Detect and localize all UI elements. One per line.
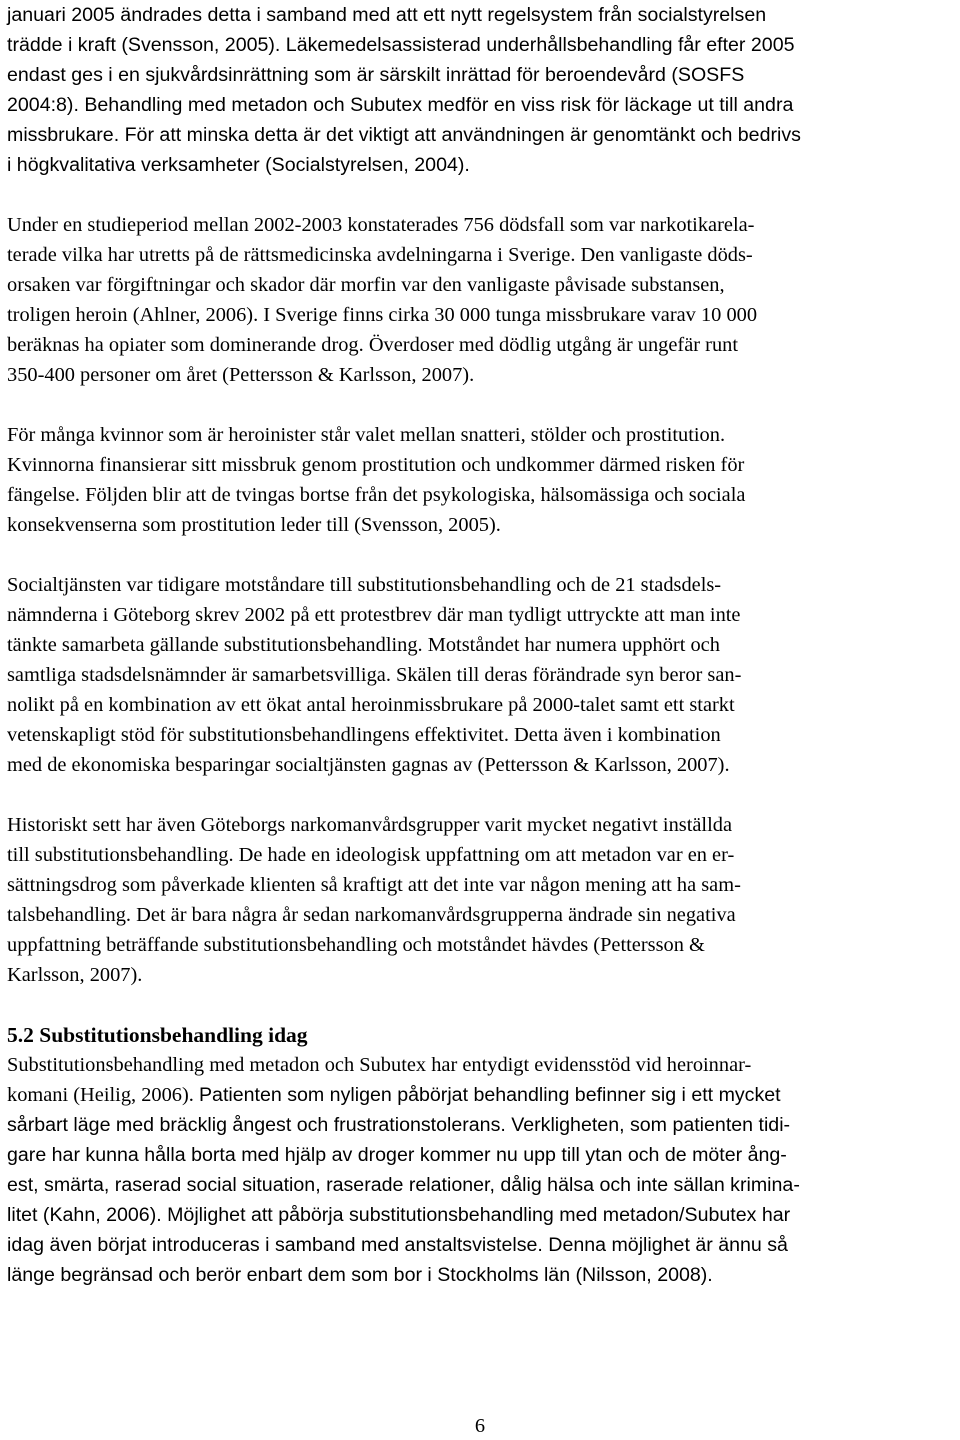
paragraph-text — [7, 420, 953, 540]
paragraph-text — [7, 570, 953, 780]
paragraph-spacer — [7, 780, 953, 810]
text-line — [7, 1140, 953, 1170]
paragraph-historiskt — [7, 810, 953, 990]
text-run: beräknas ha opiater som dominerande drog. Överdoser med dödlig utgång är ungefär runt — [7, 334, 738, 356]
text-line — [7, 270, 953, 300]
text-line — [7, 750, 953, 780]
text-run: 2004:8). Behandling med metadon och Subutex medför en viss risk för läckage ut till andra — [7, 94, 794, 116]
text-line — [7, 510, 953, 540]
text-line — [7, 870, 953, 900]
text-line — [7, 420, 953, 450]
text-line — [7, 660, 953, 690]
text-run: gare har kunna hålla borta med hjälp av droger kommer nu upp till ytan och de möter ång- — [7, 1144, 787, 1166]
text-line — [7, 900, 953, 930]
text-run: missbrukare. För att minska detta är det viktigt att användningen är genomtänkt och bedrivs — [7, 124, 801, 146]
text-run: med de ekonomiska besparingar socialtjänsten gagnas av (Pettersson & Karlsson, 2007). — [7, 754, 730, 776]
text-line — [7, 630, 953, 660]
text-run: fängelse. Följden blir att de tvingas bortse från det psykologiska, hälsomässiga och sociala — [7, 484, 746, 506]
section-heading: 5.2 Substitutionsbehandling idag — [7, 1023, 308, 1047]
text-line — [7, 1170, 953, 1200]
text-run: idag även börjat introduceras i samband med anstaltsvistelse. Denna möjlighet är ännu så — [7, 1234, 788, 1256]
text-line — [7, 120, 953, 150]
text-run: sårbart läge med bräcklig ångest och frustrationstolerans. Verkligheten, som patienten tidi- — [7, 1114, 791, 1136]
text-run: Patienten som nyligen påbörjat behandling befinner sig i ett mycket — [198, 1084, 781, 1106]
text-run: Karlsson, 2007). — [7, 964, 143, 986]
text-line — [7, 1200, 953, 1230]
text-run: januari 2005 ändrades detta i samband med att ett nytt regelsystem från socialstyrelsen — [7, 4, 767, 26]
text-line — [7, 570, 953, 600]
text-line — [7, 1050, 953, 1080]
text-line — [7, 930, 953, 960]
text-run: länge begränsad och berör enbart dem som bor i Stockholms län (Nilsson, 2008). — [7, 1264, 713, 1286]
paragraph-substitution — [7, 1050, 953, 1290]
text-run: orsaken var förgiftningar och skador där morfin var den vanligaste påvisade substansen, — [7, 274, 725, 296]
text-run: est, smärta, raserad social situation, raserade relationer, dålig hälsa och inte sällan krimina- — [7, 1174, 800, 1196]
text-line — [7, 240, 953, 270]
text-run: vetenskapligt stöd för substitutionsbehandlingens effektivitet. Detta även i kombination — [7, 724, 721, 746]
text-run: terade vilka har utretts på de rättsmedicinska avdelningarna i Sverige. Den vanligaste döds- — [7, 244, 753, 266]
text-line — [7, 0, 953, 30]
paragraph-kvinnor — [7, 420, 953, 540]
text-run: talsbehandling. Det är bara några år sedan narkomanvårdsgrupperna ändrade sin negativa — [7, 904, 736, 926]
paragraph-regelsystem — [7, 0, 953, 180]
text-line — [7, 150, 953, 180]
text-run: endast ges i en sjukvårdsinrättning som är särskilt inrättad för beroendevård (SOSFS — [7, 64, 745, 86]
paragraph-spacer — [7, 390, 953, 420]
text-line — [7, 60, 953, 90]
text-run: För många kvinnor som är heroinister står valet mellan snatteri, stölder och prostitution. — [7, 424, 726, 446]
text-run: Historiskt sett har även Göteborgs narkomanvårdsgrupper varit mycket negativt inställda — [7, 814, 733, 836]
text-line — [7, 840, 953, 870]
text-line — [7, 330, 953, 360]
text-line — [7, 90, 953, 120]
text-run: troligen heroin (Ahlner, 2006). I Sverige finns cirka 30 000 tunga missbrukare varav 10 000 — [7, 304, 758, 326]
text-run: uppfattning beträffande substitutionsbehandling och motståndet hävdes (Pettersson & — [7, 934, 705, 956]
text-run: Kvinnorna finansierar sitt missbruk genom prostitution och undkommer därmed risken för — [7, 454, 745, 476]
text-run: samtliga stadsdelsnämnder är samarbetsvilliga. Skälen till deras förändrade syn beror san- — [7, 664, 742, 686]
paragraph-dodsfall — [7, 210, 953, 390]
text-run: komani (Heilig, 2006). — [7, 1084, 199, 1106]
text-run: sättningsdrog som påverkade klienten så kraftigt att det inte var någon mening att ha sam- — [7, 874, 741, 896]
text-line — [7, 1230, 953, 1260]
text-run: i högkvalitativa verksamheter (Socialstyrelsen, 2004). — [7, 154, 470, 176]
paragraph-spacer — [7, 990, 953, 1020]
text-run: Socialtjänsten var tidigare motståndare till substitutionsbehandling och de 21 stadsdels- — [7, 574, 722, 596]
paragraph-text — [7, 810, 953, 990]
text-line — [7, 1110, 953, 1140]
text-line — [7, 480, 953, 510]
text-run: trädde i kraft (Svensson, 2005). Läkemedelsassisterad underhållsbehandling får efter 2005 — [7, 34, 795, 56]
text-line — [7, 210, 953, 240]
document-page — [7, 0, 953, 1290]
text-run: konsekvenserna som prostitution leder till (Svensson, 2005). — [7, 514, 501, 536]
text-run: 350-400 personer om året (Pettersson & Karlsson, 2007). — [7, 364, 475, 386]
text-run: tänkte samarbeta gällande substitutionsbehandling. Motståndet har numera upphört och — [7, 634, 720, 656]
paragraph-text — [7, 1050, 953, 1290]
text-run: litet (Kahn, 2006). Möjlighet att påbörja substitutionsbehandling med metadon/Subutex har — [7, 1204, 791, 1226]
text-line — [7, 450, 953, 480]
paragraph-text — [7, 210, 953, 390]
text-run: till substitutionsbehandling. De hade en ideologisk uppfattning om att metadon var en er- — [7, 844, 735, 866]
paragraph-text — [7, 0, 953, 180]
text-run: Substitutionsbehandling med metadon och Subutex har entydigt evidensstöd vid heroinnar- — [7, 1054, 752, 1076]
text-line — [7, 1080, 953, 1110]
text-line — [7, 960, 953, 990]
text-line — [7, 30, 953, 60]
paragraph-spacer — [7, 180, 953, 210]
text-run: nolikt på en kombination av ett ökat antal heroinmissbrukare på 2000-talet samt ett starkt — [7, 694, 735, 716]
text-line — [7, 360, 953, 390]
text-run: nämnderna i Göteborg skrev 2002 på ett protestbrev där man tydligt uttryckte att man inte — [7, 604, 741, 626]
text-line — [7, 720, 953, 750]
page-number: 6 — [474, 1415, 486, 1437]
paragraph-spacer — [7, 540, 953, 570]
text-line — [7, 600, 953, 630]
text-line — [7, 810, 953, 840]
text-line — [7, 690, 953, 720]
paragraph-socialtjansten — [7, 570, 953, 780]
text-run: Under en studieperiod mellan 2002-2003 konstaterades 756 dödsfall som var narkotikarela- — [7, 214, 755, 236]
text-line — [7, 300, 953, 330]
text-line — [7, 1260, 953, 1290]
